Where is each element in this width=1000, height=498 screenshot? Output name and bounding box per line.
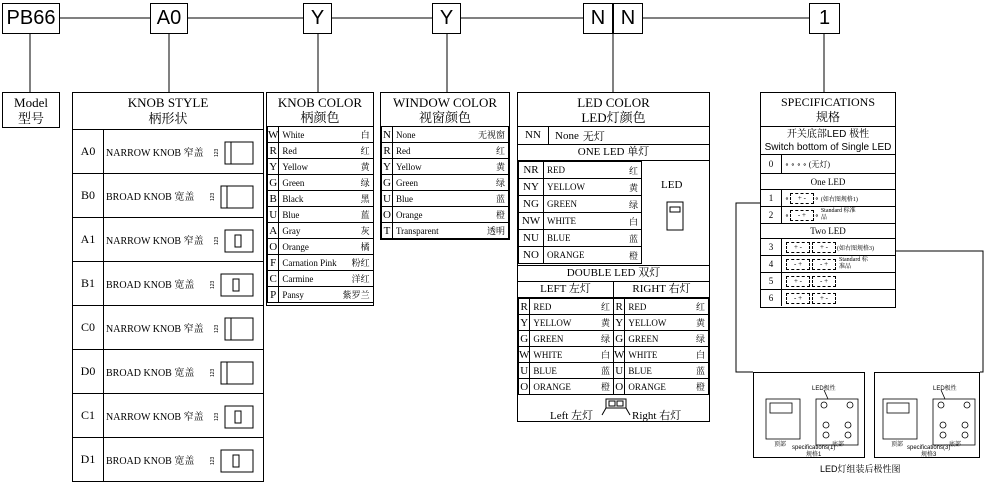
- color-name-en: Red: [393, 143, 462, 159]
- color-code: W: [519, 348, 530, 361]
- left-led-label: Left 左灯: [550, 410, 594, 422]
- knob-style-row: [73, 305, 263, 349]
- knob-style-title-cn: 柄形状: [148, 111, 188, 126]
- color-name-en: RED: [530, 299, 592, 315]
- led-color-header: [518, 93, 709, 127]
- color-name-en: ORANGE: [544, 247, 617, 264]
- knob-color-title-cn: 柄颜色: [300, 110, 340, 125]
- color-code: G: [520, 332, 529, 345]
- knob-style-row: [73, 349, 263, 393]
- color-name-cn: 红: [616, 162, 641, 179]
- knob-style-title: KNOB STYLE: [127, 95, 209, 110]
- fig1-top-label: 顶部: [774, 442, 787, 448]
- color-row: [382, 127, 509, 143]
- fig1-led-pole: LED极性: [812, 386, 836, 392]
- color-row: [382, 143, 509, 159]
- color-code: O: [615, 380, 624, 393]
- knob-style-code: D0: [73, 350, 104, 393]
- color-row: [268, 207, 374, 223]
- figure-spec-3: [874, 372, 980, 458]
- fig3-led-pole: LED极性: [933, 386, 957, 392]
- color-row: [268, 239, 374, 255]
- spec-row-content: ∘ + - ∘ (如右图规格1): [785, 193, 858, 203]
- color-code: G: [383, 176, 391, 189]
- color-code: A: [269, 224, 278, 237]
- color-name-en: YELLOW: [625, 315, 687, 331]
- spec-row-note: (如右图规格1): [820, 196, 858, 203]
- window-color-code: Y: [432, 3, 461, 34]
- color-row: [614, 315, 709, 331]
- color-row: [519, 196, 642, 213]
- color-row: [519, 230, 642, 247]
- color-row: [519, 331, 614, 347]
- color-name-en: BLUE: [544, 230, 617, 247]
- color-code: Y: [383, 160, 391, 173]
- color-code: R: [268, 143, 279, 159]
- color-name-en: GREEN: [544, 196, 617, 213]
- led-color-title-cn: LED灯颜色: [581, 110, 646, 125]
- knob-code: A0: [150, 3, 188, 34]
- knob-style-desc: BROAD KNOB 宽盖: [106, 456, 195, 467]
- color-row: [382, 223, 509, 239]
- spec-row-note: Standard 标准品: [839, 257, 868, 270]
- color-row: [614, 379, 709, 395]
- color-name-cn: 白: [687, 347, 709, 363]
- color-code: NU: [519, 230, 544, 247]
- spec-row-content: + - - +: [785, 273, 837, 289]
- led-color-table: [517, 92, 710, 422]
- knob-pic-digits: 123: [210, 280, 216, 289]
- spec-row-number: 6: [761, 290, 782, 306]
- double-led-tables: [518, 298, 709, 395]
- window-color-table: [380, 92, 510, 240]
- color-name-en: Carmine: [279, 271, 340, 287]
- color-name-en: Yellow: [279, 159, 340, 175]
- color-code: B: [268, 191, 279, 207]
- figure-spec-1: [753, 372, 865, 458]
- color-code: R: [383, 144, 391, 157]
- knob-style-code: C1: [73, 394, 104, 437]
- knob-style-table: [72, 92, 264, 482]
- color-code: Y: [520, 316, 529, 329]
- fig1-bottom-label: 底部: [832, 442, 845, 448]
- color-code: NR: [519, 162, 544, 179]
- knob-style-row: [73, 393, 263, 437]
- spec-row-content: - + + -: [785, 290, 837, 306]
- knob-style-code: C0: [73, 306, 104, 349]
- led-color-title: LED COLOR: [577, 95, 650, 110]
- color-name-cn: 绿: [616, 196, 641, 213]
- fig3-bottom-label: 底部: [949, 442, 962, 448]
- double-led-icon: [602, 397, 630, 417]
- spec-row-number: 2: [761, 207, 782, 223]
- knob-drawing: [210, 272, 257, 303]
- color-code: NG: [519, 196, 544, 213]
- window-color-title: WINDOW COLOR: [392, 95, 498, 110]
- color-code: R: [614, 299, 625, 315]
- color-name-cn: 蓝: [687, 363, 709, 379]
- model-label-en: Model: [14, 95, 48, 110]
- knob-pic-digits: 123: [214, 148, 220, 157]
- color-code: Y: [269, 160, 278, 173]
- left-led-header: LEFT 左灯: [518, 282, 614, 297]
- color-name-cn: 绿: [461, 175, 508, 191]
- color-code: F: [268, 255, 279, 271]
- spec-sub2: Switch bottom of Single LED: [764, 142, 892, 153]
- color-name-en: Transparent: [393, 223, 462, 239]
- spec-row-note: (如右图规格3): [837, 245, 874, 252]
- left-led-rows: [518, 298, 614, 395]
- fig1-caption-cn: 规格1: [806, 452, 822, 458]
- knob-icon: [214, 404, 257, 430]
- knob-style-desc: BROAD KNOB 宽盖: [106, 368, 195, 379]
- knob-pic-digits: 123: [214, 412, 220, 421]
- one-led-header: ONE LED 单灯: [518, 145, 709, 161]
- color-name-cn: 红: [687, 299, 709, 315]
- spec-header: [761, 93, 895, 127]
- color-name-cn: 绿: [687, 331, 709, 347]
- color-name-en: Yellow: [393, 159, 462, 175]
- spec-row-number: 5: [761, 273, 782, 289]
- color-row: [614, 299, 709, 315]
- one-led-rows: [518, 161, 642, 264]
- double-led-subheader: [518, 282, 709, 298]
- model-box: [2, 92, 60, 128]
- color-name-en: Green: [279, 175, 340, 191]
- color-code: N: [383, 128, 391, 141]
- knob-icon: [210, 272, 257, 298]
- color-row: [268, 255, 374, 271]
- color-row: [519, 315, 614, 331]
- knob-pic-digits: 123: [210, 456, 216, 465]
- figures-caption: LED灯组装后极性图: [820, 464, 901, 474]
- color-row: [614, 347, 709, 363]
- knob-drawing: [210, 184, 257, 215]
- color-name-cn: 蓝: [340, 207, 374, 223]
- spec-row-note: Standard 标准品: [820, 208, 856, 221]
- knob-style-row: [73, 129, 263, 173]
- knob-icon: [210, 184, 257, 210]
- knob-style-code: D1: [73, 438, 104, 481]
- color-name-cn: 透明: [461, 223, 508, 239]
- color-name-cn: 蓝: [461, 191, 508, 207]
- color-name-cn: 红: [461, 143, 508, 159]
- knob-style-desc: BROAD KNOB 宽盖: [106, 280, 195, 291]
- left-right-diagram: [518, 395, 709, 429]
- color-name-en: White: [279, 127, 340, 143]
- color-code: U: [520, 364, 529, 377]
- knob-style-row: [73, 217, 263, 261]
- color-code: U: [269, 208, 278, 221]
- color-row: [614, 363, 709, 379]
- right-led-header: RIGHT 右灯: [632, 283, 691, 295]
- color-name-cn: 黄: [592, 315, 614, 331]
- spec-rows: [761, 155, 895, 307]
- knob-style-row: [73, 261, 263, 305]
- color-name-cn: 黄: [340, 159, 374, 175]
- color-row: [268, 127, 374, 143]
- color-name-cn: 黄: [461, 159, 508, 175]
- color-row: [519, 213, 642, 230]
- color-name-en: Orange: [393, 207, 462, 223]
- color-row: [382, 175, 509, 191]
- knob-color-table: [266, 92, 374, 306]
- right-led-rows: [613, 298, 709, 395]
- color-name-en: Carnation Pink: [279, 255, 340, 271]
- color-name-en: RED: [625, 299, 687, 315]
- spec-row-4: [761, 255, 895, 272]
- spec-row-number: 3: [761, 239, 782, 255]
- color-name-cn: 灰: [340, 223, 374, 239]
- color-name-en: Gray: [279, 223, 340, 239]
- color-row: [519, 379, 614, 395]
- color-name-cn: 橘: [340, 239, 374, 255]
- knob-style-desc: NARROW KNOB 窄盖: [106, 236, 204, 247]
- specifications-table: [760, 92, 896, 308]
- knob-drawing: [210, 448, 257, 479]
- color-code: O: [520, 380, 529, 393]
- color-row: [519, 162, 642, 179]
- two-led-label: Two LED: [761, 223, 895, 239]
- color-row: [268, 287, 374, 303]
- spec-row-number: 0: [761, 155, 782, 173]
- knob-drawing: [214, 140, 257, 171]
- knob-drawing: [210, 360, 257, 391]
- color-name-en: YELLOW: [544, 179, 617, 196]
- color-row: [268, 175, 374, 191]
- knob-style-code: A0: [73, 130, 104, 173]
- color-name-en: None: [393, 127, 462, 143]
- color-name-en: BLUE: [530, 363, 592, 379]
- knob-style-rows: [73, 129, 263, 481]
- color-code: T: [382, 223, 393, 239]
- fig1-caption-en: specifications(1): [792, 445, 836, 451]
- knob-icon: [214, 228, 257, 254]
- fig1-caption: [792, 445, 835, 459]
- fig3-caption-cn: 规格3: [921, 452, 937, 458]
- color-name-cn: 橙: [592, 379, 614, 395]
- color-row: [519, 363, 614, 379]
- led-code-2: N: [613, 3, 643, 34]
- led-code-1: N: [583, 3, 613, 34]
- knob-color-title: KNOB COLOR: [277, 95, 363, 110]
- color-code: NW: [519, 213, 544, 230]
- model-label-cn: 型号: [17, 111, 44, 126]
- color-row: [268, 159, 374, 175]
- color-code: U: [383, 192, 391, 205]
- spec-row-content: ∘ ∘ ∘ ∘ (无灯): [785, 159, 831, 169]
- spec-row-number: 4: [761, 256, 782, 272]
- color-code: NO: [519, 247, 544, 264]
- color-name-en: Red: [279, 143, 340, 159]
- double-led-header: DOUBLE LED 双灯: [518, 266, 709, 282]
- color-row: [519, 247, 642, 264]
- color-name-cn: 橙: [616, 247, 641, 264]
- color-code: G: [615, 332, 624, 345]
- color-code: U: [615, 364, 624, 377]
- led-none-en: None: [555, 129, 579, 142]
- color-name-cn: 蓝: [592, 363, 614, 379]
- knob-style-row: [73, 173, 263, 217]
- spec-row-0: [761, 155, 895, 173]
- color-name-cn: 蓝: [616, 230, 641, 247]
- color-code: W: [268, 128, 279, 141]
- color-row: [382, 159, 509, 175]
- color-name-en: YELLOW: [530, 315, 592, 331]
- color-name-en: BLUE: [625, 363, 687, 379]
- spec-row-3: [761, 238, 895, 255]
- color-name-cn: 红: [592, 299, 614, 315]
- color-name-cn: 橙: [461, 207, 508, 223]
- color-name-en: RED: [544, 162, 617, 179]
- knob-style-desc: NARROW KNOB 窄盖: [106, 412, 204, 423]
- color-name-cn: 绿: [340, 175, 374, 191]
- spec-row-5: [761, 272, 895, 289]
- color-name-en: WHITE: [544, 213, 617, 230]
- color-row: [382, 191, 509, 207]
- knob-icon: [210, 448, 257, 474]
- knob-drawing: [214, 228, 257, 259]
- knob-pic-digits: 123: [214, 324, 220, 333]
- color-row: [519, 179, 642, 196]
- color-name-cn: 橙: [687, 379, 709, 395]
- color-name-cn: 黄: [616, 179, 641, 196]
- spec-row-number: 1: [761, 190, 782, 206]
- spec-row-1: [761, 189, 895, 206]
- knob-style-code: B1: [73, 262, 104, 305]
- knob-pic-digits: 123: [210, 368, 216, 377]
- color-code: NY: [519, 179, 544, 196]
- color-row: [268, 223, 374, 239]
- knob-style-code: A1: [73, 218, 104, 261]
- color-row: [268, 191, 374, 207]
- fig3-caption: [907, 445, 950, 459]
- color-row: [268, 143, 374, 159]
- led-none-code: NN: [518, 127, 549, 144]
- color-name-cn: 紫罗兰: [340, 287, 374, 303]
- color-row: [519, 347, 614, 363]
- knob-icon: [210, 360, 257, 386]
- knob-icon: [214, 316, 257, 342]
- color-name-cn: 黑: [340, 191, 374, 207]
- led-icon: [666, 201, 684, 231]
- knob-icon: [214, 140, 257, 166]
- led-none-cn: 无灯: [582, 130, 605, 143]
- spec-code: 1: [809, 3, 840, 34]
- knob-pic-digits: 123: [210, 192, 216, 201]
- window-color-header: [381, 93, 509, 127]
- window-color-title-cn: 视窗颜色: [418, 110, 471, 125]
- color-name-cn: 红: [340, 143, 374, 159]
- color-name-cn: 白: [340, 127, 374, 143]
- spec-row-content: ∘ - + ∘ Standard 标准品: [785, 207, 859, 223]
- color-name-en: GREEN: [625, 331, 687, 347]
- color-name-en: Orange: [279, 239, 340, 255]
- led-none-row: [518, 127, 709, 145]
- color-name-en: GREEN: [530, 331, 592, 347]
- knob-style-row: [73, 437, 263, 481]
- knob-pic-digits: 123: [214, 236, 220, 245]
- color-name-en: Green: [393, 175, 462, 191]
- color-name-en: ORANGE: [530, 379, 592, 395]
- color-name-en: Pansy: [279, 287, 340, 303]
- color-name-cn: 黄: [687, 315, 709, 331]
- color-code: O: [269, 240, 278, 253]
- color-code: G: [269, 176, 278, 189]
- color-name-en: WHITE: [530, 347, 592, 363]
- knob-color-rows: [267, 126, 374, 303]
- spec-subheader: [761, 127, 895, 155]
- knob-color-code: Y: [303, 3, 332, 34]
- spec-row-content: - + - + Standard 标准品: [785, 256, 873, 272]
- color-name-cn: 无视窗: [461, 127, 508, 143]
- one-led-section: [518, 161, 709, 266]
- fig3-caption-en: specifications(3): [907, 445, 951, 451]
- knob-style-desc: BROAD KNOB 宽盖: [106, 192, 195, 203]
- knob-style-desc: NARROW KNOB 窄盖: [106, 324, 204, 335]
- right-led-label: Right 右灯: [632, 410, 682, 422]
- color-name-cn: 白: [592, 347, 614, 363]
- color-code: Y: [615, 316, 624, 329]
- spec-row-content: + - + - (如右图规格3): [785, 239, 874, 255]
- knob-drawing: [214, 404, 257, 435]
- color-name-en: Black: [279, 191, 340, 207]
- color-name-en: Blue: [279, 207, 340, 223]
- color-code: C: [268, 271, 279, 287]
- color-name-cn: 白: [616, 213, 641, 230]
- spec-title: SPECIFICATIONS: [780, 95, 876, 109]
- color-row: [614, 331, 709, 347]
- knob-style-desc: NARROW KNOB 窄盖: [106, 148, 204, 159]
- spec-sub1: 开关底部LED 极性: [786, 129, 870, 140]
- one-led-label: One LED: [761, 173, 895, 190]
- knob-style-code: B0: [73, 174, 104, 217]
- color-name-cn: 绿: [592, 331, 614, 347]
- color-name-en: ORANGE: [625, 379, 687, 395]
- led-label: LED: [661, 179, 683, 191]
- color-name-cn: 洋红: [340, 271, 374, 287]
- color-row: [268, 271, 374, 287]
- model-code: PB66: [2, 3, 60, 34]
- color-name-en: Blue: [393, 191, 462, 207]
- color-code: O: [383, 208, 391, 221]
- color-row: [519, 299, 614, 315]
- fig3-top-label: 顶部: [891, 442, 904, 448]
- color-name-cn: 粉红: [340, 255, 374, 271]
- color-code: R: [519, 299, 530, 315]
- spec-row-6: [761, 289, 895, 306]
- color-code: W: [614, 348, 625, 361]
- knob-color-header: [267, 93, 373, 127]
- color-name-en: WHITE: [625, 347, 687, 363]
- color-code: P: [268, 287, 279, 303]
- window-color-rows: [381, 126, 509, 239]
- spec-row-2: [761, 206, 895, 223]
- color-row: [382, 207, 509, 223]
- knob-style-header: [73, 93, 263, 129]
- spec-title-cn: 规格: [815, 110, 840, 124]
- knob-drawing: [214, 316, 257, 347]
